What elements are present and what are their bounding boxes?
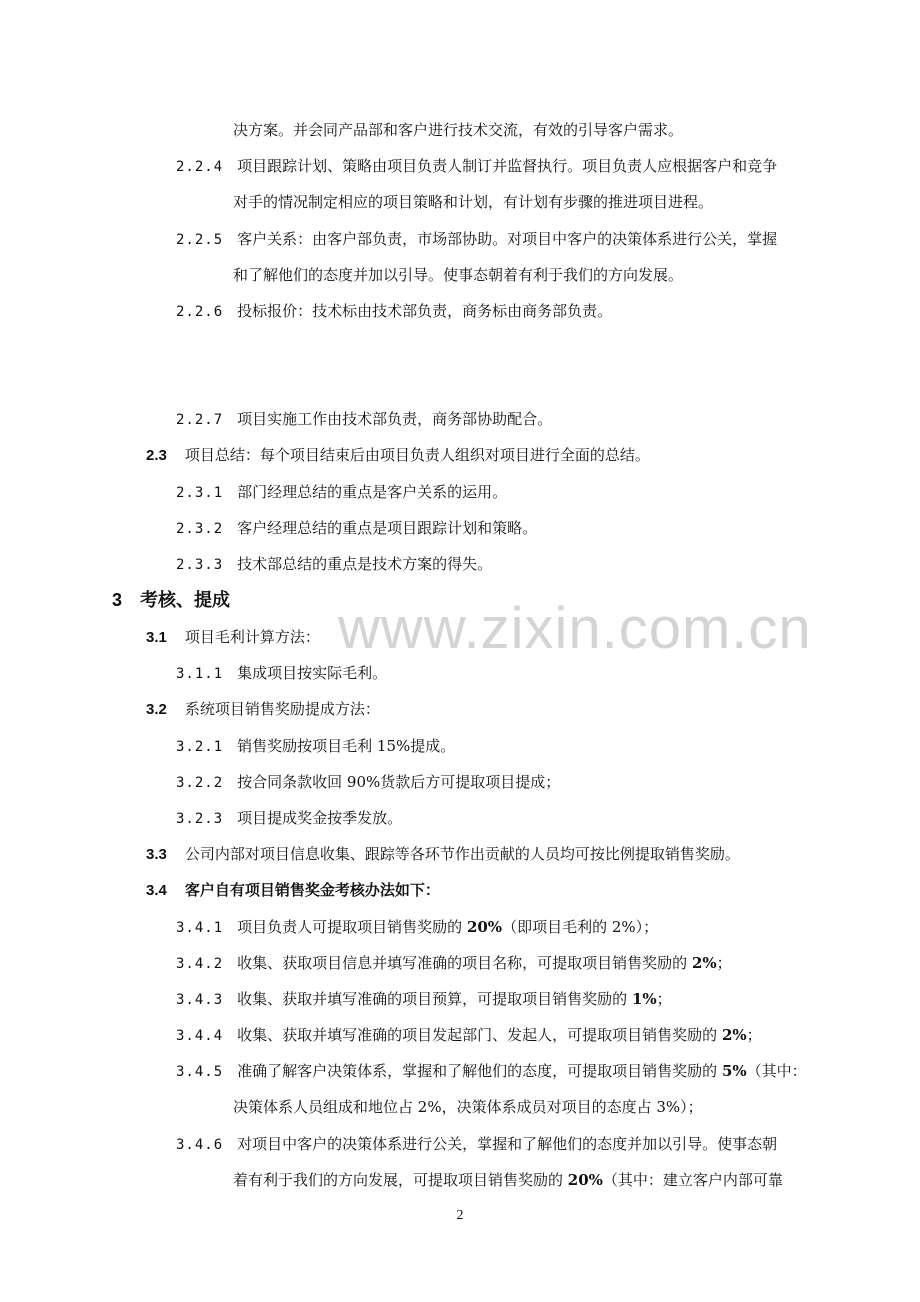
clause-2-2-4 xyxy=(176,156,777,177)
clause-2-3-1 xyxy=(176,482,507,503)
paragraph-continuation: 决方案。并会同产品部和客户进行技术交流，有效的引导客户需求。 xyxy=(233,121,684,139)
clause-2-2-6 xyxy=(176,301,612,322)
clause-2-2-5 xyxy=(176,229,777,250)
bold-percentage: 2% xyxy=(721,1026,747,1044)
clause-text: 公司内部对项目信息收集、跟踪等各环节作出贡献的人员均可按比例提取销售奖励。 xyxy=(184,845,740,863)
clause-2-3-2 xyxy=(176,518,537,539)
clause-number: 2.2.6 xyxy=(176,304,224,320)
clause-text: 项目实施工作由技术部负责，商务部协助配合。 xyxy=(237,410,553,428)
clause-3-4-5: 3.4.5 准确了解客户决策体系，掌握和了解他们的态度，可提取项目销售奖励的 5%（其中： xyxy=(176,1062,807,1080)
clause-number: 2.3.3 xyxy=(176,557,224,573)
clause-number: 3.4 xyxy=(146,882,167,899)
clause-number: 3.2 xyxy=(146,701,167,718)
bold-percentage: 20% xyxy=(466,918,503,936)
paragraph-continuation: 着有利于我们的方向发展，可提取项目销售奖励的 20%（其中：建立客户内部可靠 xyxy=(233,1171,783,1189)
page-number: 2 xyxy=(456,1208,464,1223)
clause-text: 项目跟踪计划、策略由项目负责人制订并监督执行。项目负责人应根据客户和竞争 xyxy=(237,157,778,175)
clause-number: 2.3.2 xyxy=(176,521,224,537)
clause-text: 项目提成奖金按季发放。 xyxy=(237,809,403,827)
clause-text: 项目毛利计算方法： xyxy=(184,628,320,646)
clause-number: 2.2.5 xyxy=(176,232,224,248)
clause-2-2-7 xyxy=(176,409,552,430)
clause-3-4-2: 3.4.2 收集、获取项目信息并填写准确的项目名称，可提取项目销售奖励的 2%； xyxy=(176,954,732,972)
clause-number: 3.4.4 xyxy=(176,1028,224,1044)
clause-3-4-4: 3.4.4 收集、获取并填写准确的项目发起部门、发起人，可提取项目销售奖励的 2%； xyxy=(176,1026,762,1044)
clause-3-2 xyxy=(146,699,380,720)
clause-number: 3.4.3 xyxy=(176,992,224,1008)
clause-number: 3.1 xyxy=(146,629,167,646)
section-title: 考核、提成 xyxy=(140,590,231,610)
bold-percentage: 2% xyxy=(691,954,717,972)
clause-3-4-3: 3.4.3 收集、获取并填写准确的项目预算，可提取项目销售奖励的 1%； xyxy=(176,990,672,1008)
clause-3-3 xyxy=(146,844,740,865)
clause-text: 按合同条款收回 90%货款后方可提取项目提成； xyxy=(237,773,561,791)
clause-text: 对项目中客户的决策体系进行公关，掌握和了解他们的态度并加以引导。使事态朝 xyxy=(237,1135,778,1153)
clause-3-2-1 xyxy=(176,736,455,757)
clause-number: 3.3 xyxy=(146,846,167,863)
clause-text: 部门经理总结的重点是客户关系的运用。 xyxy=(237,483,508,501)
clause-3-2-2 xyxy=(176,772,560,793)
bold-percentage: 20% xyxy=(567,1171,603,1189)
clause-number: 3.4.1 xyxy=(176,920,224,936)
clause-3-4-6 xyxy=(176,1134,777,1155)
paragraph-continuation: 和了解他们的态度并加以引导。使事态朝着有利于我们的方向发展。 xyxy=(233,266,684,284)
clause-text: 系统项目销售奖励提成方法： xyxy=(184,700,380,718)
clause-3-1-1 xyxy=(176,663,387,684)
clause-number: 3.2.2 xyxy=(176,775,224,791)
clause-text: 投标报价：技术标由技术部负责，商务标由商务部负责。 xyxy=(237,302,613,320)
clause-text: 技术部总结的重点是技术方案的得失。 xyxy=(237,555,493,573)
bold-percentage: 5% xyxy=(721,1062,747,1080)
clause-text: 项目总结：每个项目结束后由项目负责人组织对项目进行全面的总结。 xyxy=(184,446,650,464)
clause-3-4 xyxy=(146,880,440,901)
clause-text: 销售奖励按项目毛利 15%提成。 xyxy=(237,737,456,755)
paragraph-continuation: 决策体系人员组成和地位占 2%，决策体系成员对项目的态度占 3%）； xyxy=(233,1098,703,1116)
paragraph-continuation: 对手的情况制定相应的项目策略和计划，有计划有步骤的推进项目进程。 xyxy=(233,193,714,211)
watermark-text: www.zixin.com.cn xyxy=(338,596,812,661)
clause-3-2-3 xyxy=(176,808,402,829)
clause-text: 客户自有项目销售奖金考核办法如下： xyxy=(184,881,440,899)
clause-number: 3.4.2 xyxy=(176,956,224,972)
clause-number: 2.2.4 xyxy=(176,159,224,175)
section-heading-3 xyxy=(112,589,230,611)
clause-number: 2.3.1 xyxy=(176,485,224,501)
clause-number: 3.4.6 xyxy=(176,1137,224,1153)
clause-number: 2.2.7 xyxy=(176,412,224,428)
clause-text: 客户经理总结的重点是项目跟踪计划和策略。 xyxy=(237,519,538,537)
clause-2-3-3 xyxy=(176,554,492,575)
clause-number: 2.3 xyxy=(146,447,167,464)
section-number: 3 xyxy=(112,590,123,610)
bold-percentage: 1% xyxy=(631,990,657,1008)
clause-3-4-1: 3.4.1 项目负责人可提取项目销售奖励的 20%（即项目毛利的 2%）； xyxy=(176,918,659,936)
clause-number: 3.2.1 xyxy=(176,739,224,755)
clause-number: 3.2.3 xyxy=(176,811,224,827)
clause-2-3 xyxy=(146,445,650,466)
clause-number: 3.4.5 xyxy=(176,1064,224,1080)
clause-text: 客户关系：由客户部负责，市场部协助。对项目中客户的决策体系进行公关，掌握 xyxy=(237,230,778,248)
clause-text: 集成项目按实际毛利。 xyxy=(237,664,388,682)
clause-number: 3.1.1 xyxy=(176,666,224,682)
clause-3-1 xyxy=(146,627,320,648)
